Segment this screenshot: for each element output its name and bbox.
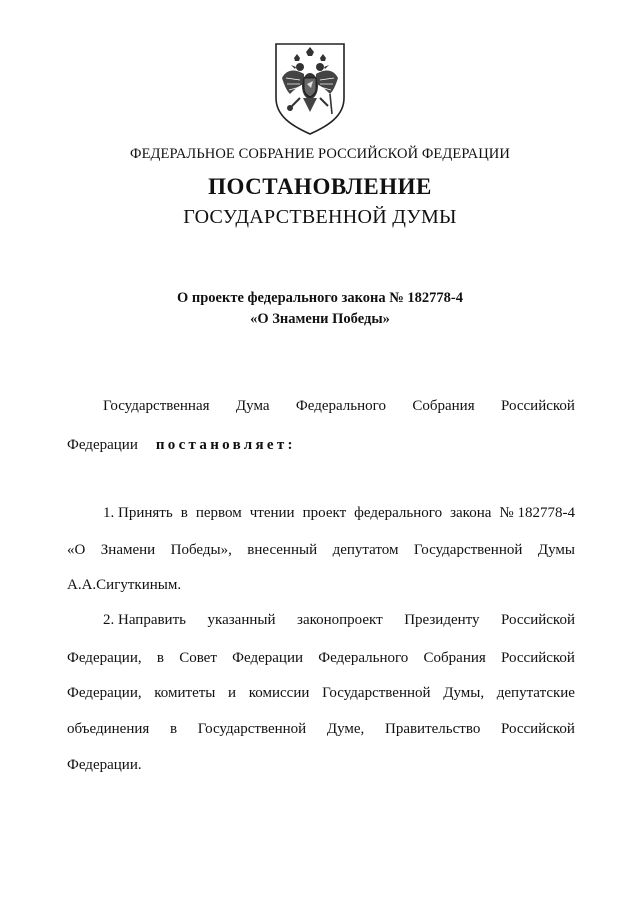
subject-line-1: О проекте федерального закона № 182778-4	[176, 290, 464, 306]
text-word: проект	[302, 505, 347, 521]
item1-line-2	[67, 540, 575, 560]
text-word: Российской	[501, 650, 575, 666]
text-word: Думы,	[443, 685, 485, 701]
item1-line-1	[103, 503, 575, 523]
text-word: указанный	[207, 612, 276, 628]
item2-line-4	[67, 719, 575, 739]
text-word: Федерального	[318, 650, 409, 666]
text-word: чтении	[249, 505, 295, 521]
text-word: Дума	[235, 398, 270, 414]
text-word: в	[180, 505, 188, 521]
text-word: Собрания	[423, 650, 486, 666]
item1-line-3: А.А.Сигуткиным.	[67, 577, 182, 593]
item2-line-3	[67, 683, 575, 703]
text-word: Государственной	[413, 542, 523, 558]
text-word: 2. Направить	[103, 612, 186, 628]
text-word: объединения	[67, 721, 150, 737]
text-word: Думы	[537, 542, 575, 558]
text-word: Федерации,	[67, 650, 142, 666]
item2-line-1	[103, 610, 575, 630]
text-word: Совет	[179, 650, 217, 666]
text-word: комитеты	[154, 685, 216, 701]
text-word: Российской	[501, 721, 575, 737]
text-word: Правительство	[384, 721, 481, 737]
text-word: Федерации	[67, 437, 138, 453]
text-word: Знамени	[100, 542, 156, 558]
decree-verb: постановляет:	[155, 437, 296, 453]
subject-line-2: «О Знамени Победы»	[250, 311, 390, 327]
text-word: Думе,	[326, 721, 365, 737]
item2-line-2	[67, 648, 575, 668]
text-word: Победы»,	[170, 542, 232, 558]
text-word: Федерального	[295, 398, 386, 414]
text-word: депутатом	[332, 542, 399, 558]
text-word: законопроект	[297, 612, 383, 628]
text-word: «О	[67, 542, 86, 558]
text-word: в	[169, 721, 178, 737]
item2-line-5: Федерации.	[67, 757, 142, 773]
issuer-title: ГОСУДАРСТВЕННОЙ ДУМЫ	[183, 206, 457, 228]
text-word: Государственная	[103, 398, 210, 414]
text-word: Государственной	[197, 721, 307, 737]
text-word: Российской	[501, 398, 575, 414]
document-subject	[0, 288, 640, 330]
double-headed-eagle-icon	[270, 40, 350, 136]
text-word: комиссии	[248, 685, 310, 701]
text-word: Российской	[501, 612, 575, 628]
text-word: Собрания	[412, 398, 475, 414]
text-word: Федерации,	[67, 685, 142, 701]
text-word: 1. Принять	[103, 505, 173, 521]
preamble-line-2	[67, 435, 575, 455]
assembly-title: ФЕДЕРАЛЬНОЕ СОБРАНИЕ РОССИЙСКОЙ ФЕДЕРАЦИИ	[130, 146, 510, 162]
text-word: первом	[195, 505, 242, 521]
text-word: в	[156, 650, 164, 666]
text-word: Федерации	[232, 650, 303, 666]
coat-of-arms-emblem	[270, 40, 350, 136]
text-word: федерального	[354, 505, 443, 521]
preamble-line-1	[103, 396, 575, 416]
text-word: № 182778-4	[499, 505, 575, 521]
text-word: Государственной	[322, 685, 431, 701]
text-word: Президенту	[404, 612, 480, 628]
text-word: депутатские	[496, 685, 575, 701]
document-type-title: ПОСТАНОВЛЕНИЕ	[208, 174, 432, 199]
text-word: внесенный	[247, 542, 318, 558]
text-word: закона	[450, 505, 492, 521]
text-word: и	[228, 685, 237, 701]
